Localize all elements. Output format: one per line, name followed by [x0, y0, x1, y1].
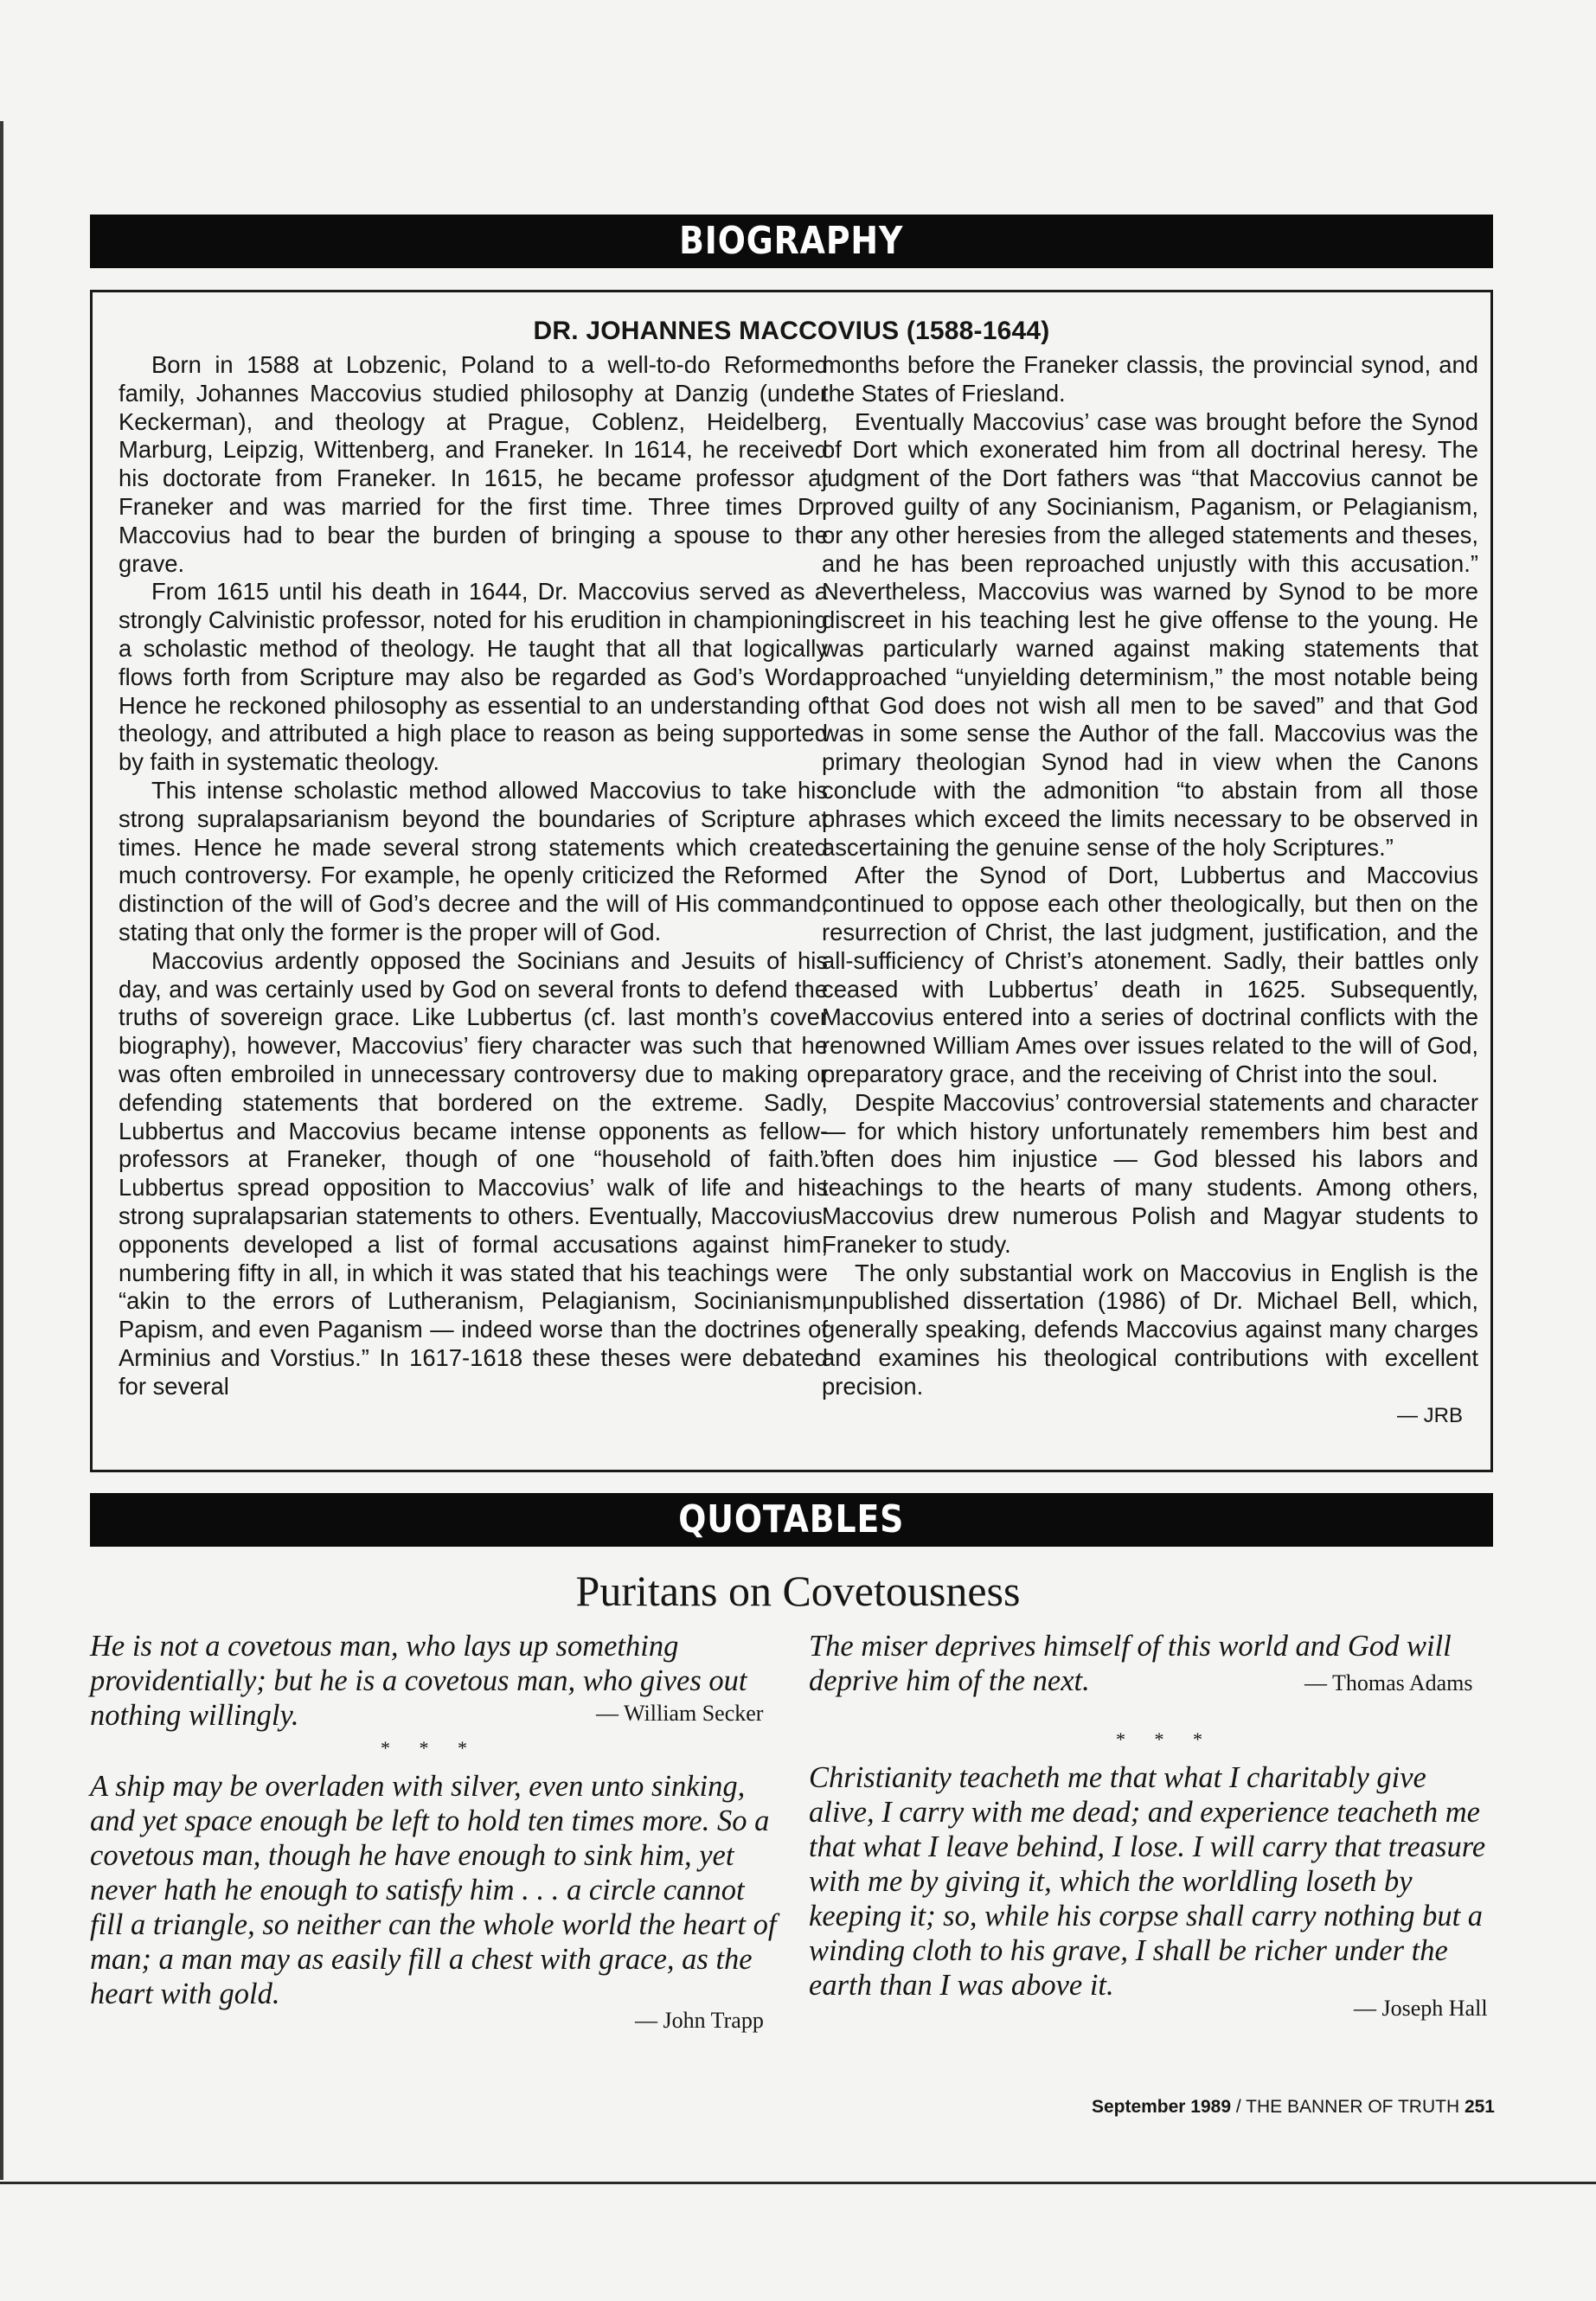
footer-date: September 1989 — [1091, 2097, 1232, 2117]
biography-title: DR. JOHANNES MACCOVIUS (1588-1644) — [533, 317, 1050, 345]
page-footer — [1092, 2097, 1495, 2118]
biography-banner — [90, 215, 1493, 268]
quotables-banner-label: QUOTABLES — [678, 1497, 905, 1541]
biography-right-column — [822, 351, 1478, 1431]
biography-paragraph: From 1615 until his death in 1644, Dr. Maccovius served as a strongly Calvinistic professor, noted for his erudition in championing a scholastic method of theology. He taught that all that logically flows forth from Scripture may also be regarded as God’s Word. Hence he reckoned philosophy as essential to an understanding of theology, and attributed a high place to reason as being supported by faith in systematic theology. — [119, 578, 828, 776]
quote-secker — [90, 1629, 782, 1733]
biography-paragraph: After the Synod of Dort, Lubbertus and Maccovius continued to oppose each other theologically, but then on the resurrection of Christ, the last judgment, justification, and the all-sufficiency of Christ’s atonement. Sadly, their battles only ceased with Lubbertus’ death in 1625. Subsequently, Maccovius entered into a series of doctrinal conflicts with the renowned William Ames over issues related to the will of God, preparatory grace, and the receiving of Christ into the soul. — [822, 862, 1478, 1087]
quotables-heading: Puritans on Covetousness — [575, 1567, 1021, 1615]
quote-adams — [809, 1629, 1497, 1698]
quote-text: The miser deprives himself of this world and God will deprive him of the next. — [809, 1630, 1452, 1697]
quote-author: — Joseph Hall — [1354, 1996, 1488, 2021]
biography-paragraph: The only substantial work on Maccovius in English is the unpublished dissertation (1986) of Dr. Michael Bell, which, generally speaking, defends Maccovius against many charges and examines his theological contributions with excellent precision. — [822, 1259, 1478, 1400]
biography-paragraph: months before the Franeker classis, the provincial synod, and the States of Friesland. — [822, 351, 1478, 407]
quote-separator: * * * — [381, 1737, 479, 1759]
quote-separator: * * * — [1116, 1728, 1215, 1750]
quote-author: — William Secker — [596, 1701, 764, 1726]
quote-trapp — [90, 1769, 782, 2033]
scan-edge-bottom — [0, 2182, 1596, 2184]
quote-author: — John Trapp — [635, 2008, 764, 2033]
quote-text: Christianity teacheth me that what I charitably give alive, I carry with me dead; and experience teacheth me that what I leave behind, I lose. I will carry that treasure with me by giving it, which the worldling loseth by keeping it; so, while his corpse shall carry nothing but a winding cloth to his grave, I shall be richer under the earth than I was above it. — [809, 1761, 1486, 2002]
biography-paragraph: Despite Maccovius’ controversial statements and character — for which history unfortunately remembers him best and often does him injustice — God blessed his labors and teachings to the hearts of many students. Among others, Maccovius drew numerous Polish and Magyar students to Franeker to study. — [822, 1088, 1478, 1258]
biography-paragraph: Maccovius ardently opposed the Socinians and Jesuits of his day, and was certainly used by God on several fronts to defend the truths of sovereign grace. Like Lubbertus (cf. last month’s cover biography), however, Maccovius’ fiery character was such that he was often embroiled in unnecessary controversy due to making or defending statements that bordered on the extreme. Sadly, Lubbertus and Maccovius became intense opponents as fellow-professors at Franeker, though of one “household of faith.” Lubbertus spread opposition to Maccovius’ walk of life and his strong supralapsarian statements to others. Eventually, Maccovius’ opponents developed a list of formal accusations against him, numbering fifty in all, in which it was stated that his teachings were “akin to the errors of Lutheranism, Pelagianism, Socinianism, Papism, and even Paganism — indeed worse than the doctrines of Arminius and Vorstius.” In 1617-1618 these theses were debated for several — [119, 946, 828, 1400]
quote-hall — [809, 1760, 1497, 2021]
biography-paragraph: Born in 1588 at Lobzenic, Poland to a well-to-do Reformed family, Johannes Maccovius studied philosophy at Danzig (under Keckerman), and theology at Prague, Coblenz, Heidelberg, Marburg, Leipzig, Wittenberg, and Franeker. In 1614, he received his doctorate from Franeker. In 1615, he became professor at Franeker and was married for the first time. Three times Dr. Maccovius had to bear the burden of bringing a spouse to the grave. — [119, 351, 828, 577]
biography-paragraph: Eventually Maccovius’ case was brought before the Synod of Dort which exonerated him from all doctrinal heresy. The judgment of the Dort fathers was “that Maccovius cannot be proved guilty of any Socinianism, Paganism, or Pelagianism, or any other heresies from the alleged statements and theses, and he has been reproached unjustly with this accusation.” Nevertheless, Maccovius was warned by Synod to be more discreet in his teaching lest he give offense to the young. He was particularly warned against making statements that approached “unyielding determinism,” the most notable being “that God does not wish all men to be saved” and that God was in some sense the Author of the fall. Maccovius was the primary theologian Synod had in view when the Canons conclude with the admonition “to abstain from all those phrases which exceed the limits necessary to be observed in ascertaining the genuine sense of the holy Scriptures.” — [822, 407, 1478, 861]
footer-publication: / THE BANNER OF TRUTH — [1231, 2097, 1465, 2117]
quote-author: — Thomas Adams — [1304, 1670, 1473, 1695]
biography-banner-label: BIOGRAPHY — [679, 219, 904, 263]
quote-text: He is not a covetous man, who lays up something providentially; but he is a covetous man, who gives out nothing willingly. — [90, 1630, 747, 1732]
biography-box — [90, 290, 1493, 1472]
biography-left-column — [119, 351, 828, 1400]
biography-signature: — JRB — [1396, 1404, 1463, 1428]
quotables-banner — [90, 1493, 1493, 1547]
quote-text: A ship may be overladen with silver, even unto sinking, and yet space enough be left to hold ten times more. So a covetous man, though he have enough to sink him, yet never hath he enough to satisfy him . . . a circle cannot fill a triangle, so neither can the whole world the heart of man; a man may as easily fill a chest with grace, as the heart with gold. — [90, 1770, 777, 2010]
scan-edge-left — [0, 121, 3, 2180]
footer-page-number: 251 — [1464, 2097, 1495, 2117]
biography-paragraph: This intense scholastic method allowed Maccovius to take his strong supralapsarianism beyond the boundaries of Scripture at times. Hence he made several strong statements which created much controversy. For example, he openly criticized the Reformed distinction of the will of God’s decree and the will of His command, stating that only the former is the proper will of God. — [119, 776, 828, 945]
